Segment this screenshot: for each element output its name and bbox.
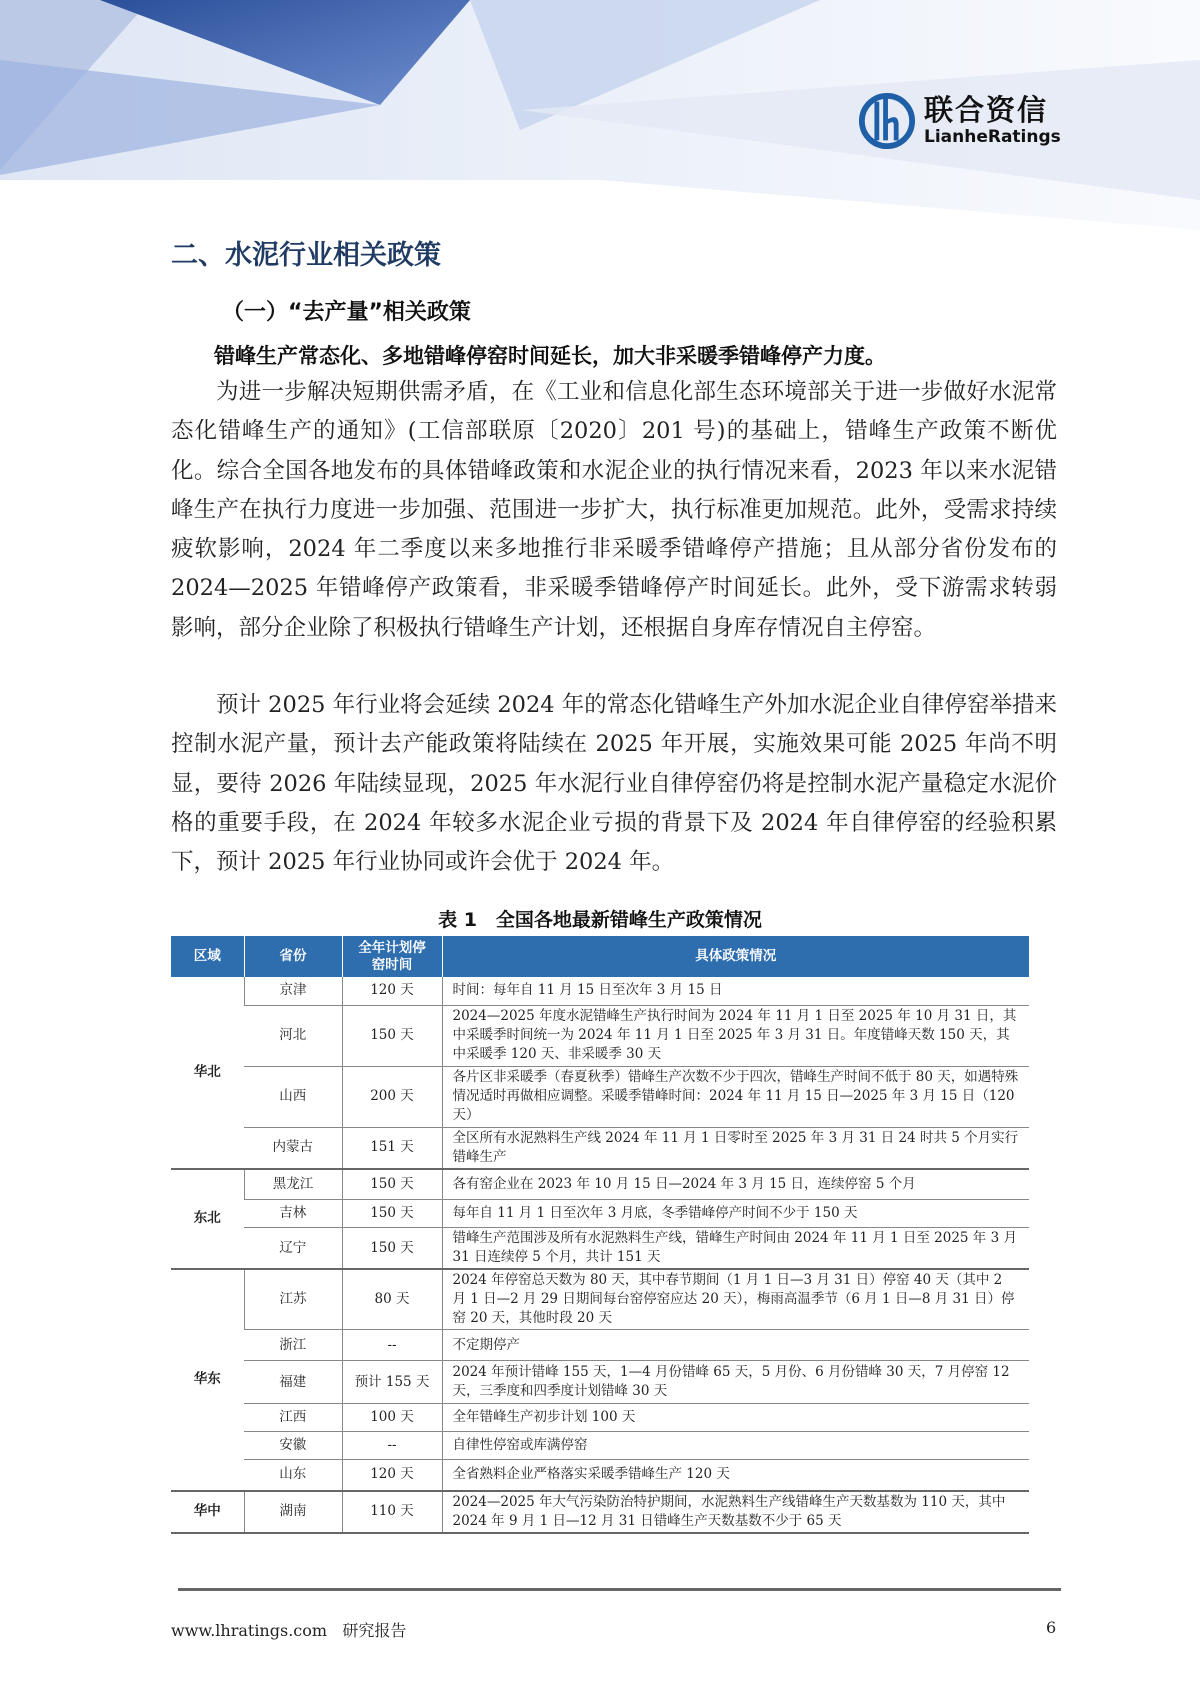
header-days: 全年计划停窑时间 — [342, 936, 442, 977]
page-number: 6 — [1046, 1618, 1057, 1637]
peak-shifting-policy-table — [171, 936, 1029, 1534]
days-cell: 200 天 — [342, 1066, 442, 1127]
days-cell: -- — [342, 1330, 442, 1361]
days-cell: 150 天 — [342, 1005, 442, 1066]
header-policy: 具体政策情况 — [442, 936, 1029, 977]
region-cell: 华北 — [171, 977, 244, 1169]
brand-name-en: LianheRatings — [924, 127, 1061, 147]
province-cell: 江苏 — [244, 1269, 342, 1330]
table-row — [171, 1361, 1029, 1404]
policy-cell: 每年自 11 月 1 日至次年 3 月底，冬季错峰停产时间不少于 150 天 — [442, 1200, 1029, 1228]
province-cell: 福建 — [244, 1361, 342, 1404]
footer-site-link[interactable]: www.lhratings.com — [171, 1621, 328, 1640]
province-cell: 湖南 — [244, 1491, 342, 1533]
table-row — [171, 1169, 1029, 1200]
policy-cell: 2024—2025 年度水泥错峰生产执行时间为 2024 年 11 月 1 日至 2025 年 10 月 31 日，其中采暖季时间统一为 2024 年 11 月 1 日至 2025 年 3 月 31 日。年度错峰天数 150 天，其中采暖季 120 天、非采暖季 30 天 — [442, 1005, 1029, 1066]
lead-sentence: 错峰生产常态化、多地错峰停窑时间延长，加大非采暖季错峰停产力度。 — [214, 344, 886, 368]
province-cell: 辽宁 — [244, 1228, 342, 1270]
table-row — [171, 1005, 1029, 1066]
table-row — [171, 1432, 1029, 1460]
province-cell: 浙江 — [244, 1330, 342, 1361]
days-cell: 150 天 — [342, 1200, 442, 1228]
days-cell: 120 天 — [342, 977, 442, 1005]
days-cell: 110 天 — [342, 1491, 442, 1533]
table-row — [171, 1200, 1029, 1228]
policy-cell: 全年错峰生产初步计划 100 天 — [442, 1404, 1029, 1432]
region-cell: 华东 — [171, 1269, 244, 1491]
brand-name-cn: 联合资信 — [924, 93, 1049, 127]
province-cell: 吉林 — [244, 1200, 342, 1228]
policy-cell: 时间：每年自 11 月 15 日至次年 3 月 15 日 — [442, 977, 1029, 1005]
table-row — [171, 1330, 1029, 1361]
days-cell: 80 天 — [342, 1269, 442, 1330]
header-region: 区域 — [171, 936, 244, 977]
days-cell: 150 天 — [342, 1228, 442, 1270]
region-cell: 东北 — [171, 1169, 244, 1270]
province-cell: 安徽 — [244, 1432, 342, 1460]
brand-logo — [858, 92, 1061, 150]
province-cell: 山东 — [244, 1460, 342, 1491]
days-cell: 151 天 — [342, 1127, 442, 1169]
table-row — [171, 1127, 1029, 1169]
table-caption: 表 1 全国各地最新错峰生产政策情况 — [438, 909, 762, 931]
footer-divider — [178, 1588, 1061, 1591]
policy-cell: 2024—2025 年大气污染防治特护期间，水泥熟料生产线错峰生产天数基数为 110 天，其中 2024 年 9 月 1 日—12 月 31 日错峰生产天数基数不少于 65 天 — [442, 1491, 1029, 1533]
province-cell: 河北 — [244, 1005, 342, 1066]
policy-cell: 2024 年停窑总天数为 80 天，其中春节期间（1 月 1 日—3 月 31 日）停窑 40 天（其中 2 月 1 日—2 月 29 日期间每台窑停窑应达 20 天），梅雨高温季节（6 月 1 日—8 月 31 日）停窑 20 天，其他时段 20 天 — [442, 1269, 1029, 1330]
body-paragraph: 预计 2025 年行业将会延续 2024 年的常态化错峰生产外加水泥企业自律停窑举措来控制水泥产量，预计去产能政策将陆续在 2025 年开展，实施效果可能 2025 年尚不明显，要待 2026 年陆续显现，2025 年水泥行业自律停窑仍将是控制水泥产量稳定水泥价格的重要手段，在 2024 年较多水泥企业亏损的背景下及 2024 年自律停窑的经验积累下，预计 2025 年行业协同或许会优于 2024 年。 — [171, 692, 1057, 876]
days-cell: 100 天 — [342, 1404, 442, 1432]
days-cell: 预计 155 天 — [342, 1361, 442, 1404]
policy-cell: 各有窑企业在 2023 年 10 月 15 日—2024 年 3 月 15 日，连续停窑 5 个月 — [442, 1169, 1029, 1200]
days-cell: 120 天 — [342, 1460, 442, 1491]
body-paragraph: 为进一步解决短期供需矛盾，在《工业和信息化部生态环境部关于进一步做好水泥常态化错峰生产的通知》(工信部联原〔2020〕201 号)的基础上，错峰生产政策不断优化。综合全国各地发布的具体错峰政策和水泥企业的执行情况来看，2023 年以来水泥错峰生产在执行力度进一步加强、范围进一步扩大，执行标准更加规范。此外，受需求持续疲软影响，2024 年二季度以来多地推行非采暖季错峰停产措施；且从部分省份发布的 2024—2025 年错峰停产政策看，非采暖季错峰停产时间延长。此外，受下游需求转弱影响，部分企业除了积极执行错峰生产计划，还根据自身库存情况自主停窑。 — [171, 379, 1057, 641]
policy-cell: 各片区非采暖季（春夏秋季）错峰生产次数不少于四次，错峰生产时间不低于 80 天，如遇特殊情况适时再做相应调整。采暖季错峰时间：2024 年 11 月 15 日—2025 年 3 月 15 日（120 天） — [442, 1066, 1029, 1127]
footer-label: 研究报告 — [342, 1621, 407, 1640]
days-cell: -- — [342, 1432, 442, 1460]
table-row — [171, 1228, 1029, 1270]
policy-cell: 错峰生产范围涉及所有水泥熟料生产线，错峰生产时间由 2024 年 11 月 1 日至 2025 年 3 月 31 日连续停 5 个月，共计 151 天 — [442, 1228, 1029, 1270]
province-cell: 内蒙古 — [244, 1127, 342, 1169]
table-row — [171, 1404, 1029, 1432]
province-cell: 江西 — [244, 1404, 342, 1432]
policy-cell: 不定期停产 — [442, 1330, 1029, 1361]
province-cell: 黑龙江 — [244, 1169, 342, 1200]
lianhe-logo-icon — [858, 92, 916, 150]
footer-left — [171, 1618, 406, 1641]
province-cell: 京津 — [244, 977, 342, 1005]
table-row — [171, 977, 1029, 1005]
days-cell: 150 天 — [342, 1169, 442, 1200]
policy-cell: 全省熟料企业严格落实采暖季错峰生产 120 天 — [442, 1460, 1029, 1491]
table-row — [171, 1066, 1029, 1127]
table-row — [171, 1269, 1029, 1330]
policy-cell: 全区所有水泥熟料生产线 2024 年 11 月 1 日零时至 2025 年 3 月 31 日 24 时共 5 个月实行错峰生产 — [442, 1127, 1029, 1169]
section-title: 二、水泥行业相关政策 — [171, 240, 441, 271]
province-cell: 山西 — [244, 1066, 342, 1127]
table-row — [171, 1460, 1029, 1491]
region-cell: 华中 — [171, 1491, 244, 1533]
table-header-row — [171, 936, 1029, 977]
header-province: 省份 — [244, 936, 342, 977]
subsection-title: （一）“去产量”相关政策 — [222, 300, 471, 325]
table-row — [171, 1491, 1029, 1533]
policy-cell: 2024 年预计错峰 155 天，1—4 月份错峰 65 天，5 月份、6 月份错峰 30 天，7 月停窑 12 天，三季度和四季度计划错峰 30 天 — [442, 1361, 1029, 1404]
policy-cell: 自律性停窑或库满停窑 — [442, 1432, 1029, 1460]
